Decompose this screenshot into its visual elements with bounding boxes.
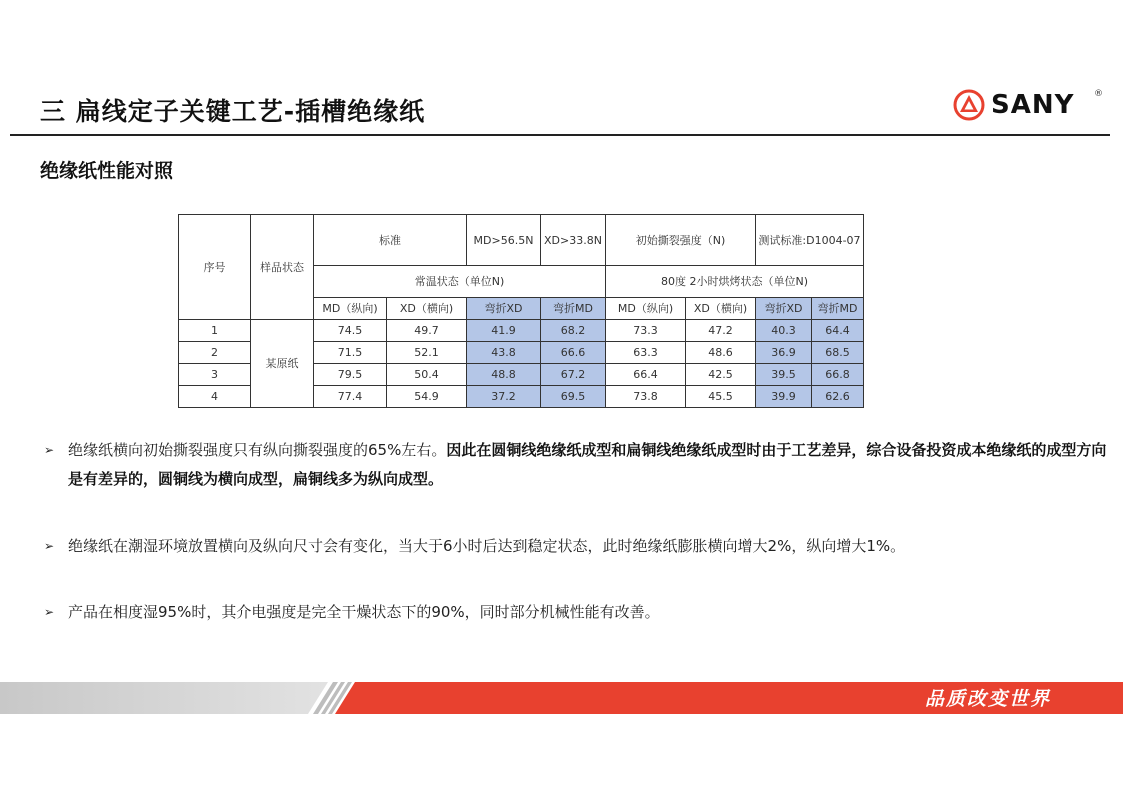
header-sample-state: 样品状态: [251, 215, 314, 320]
subheader-cell: XD（横向): [686, 298, 756, 320]
bullet-item: [44, 598, 1118, 627]
table-cell: 36.9: [756, 342, 812, 364]
table-cell: 37.2: [467, 386, 541, 408]
header-group-room: 常温状态（单位N): [314, 266, 606, 298]
table-cell: 45.5: [686, 386, 756, 408]
bullet-text: 绝缘纸在潮湿环境放置横向及纵向尺寸会有变化，当大于6小时后达到稳定状态，此时绝缘纸膨胀横向增大2%，纵向增大1%。: [68, 537, 906, 555]
sany-logo: [953, 88, 1074, 122]
table-cell: 54.9: [387, 386, 467, 408]
table-cell: 48.6: [686, 342, 756, 364]
logo-text: SANY: [991, 90, 1075, 120]
subheader-cell: XD（横向): [387, 298, 467, 320]
table-cell: 73.3: [606, 320, 686, 342]
sample-name-cell: 某原纸: [251, 320, 314, 408]
table-cell: 63.3: [606, 342, 686, 364]
arrow-bullet-icon: ➢: [44, 539, 55, 553]
table-cell: 64.4: [812, 320, 864, 342]
table-cell: 62.6: [812, 386, 864, 408]
footer-slogan: 品质改变世界: [925, 688, 1052, 710]
bullet-item: [44, 532, 1118, 561]
bullet-item: [44, 436, 1118, 494]
table-cell: 73.8: [606, 386, 686, 408]
subheader-cell: 弯折MD: [812, 298, 864, 320]
page-title: 三 扁线定子关键工艺-插槽绝缘纸: [40, 97, 426, 126]
table-cell: 52.1: [387, 342, 467, 364]
sany-triangle-logo-icon: [953, 89, 985, 121]
header-std-xd: XD>33.8N: [541, 215, 606, 266]
subheader-cell: MD（纵向): [314, 298, 387, 320]
table-cell: 48.8: [467, 364, 541, 386]
bullet-text: 产品在相度湿95%时，其介电强度是完全干燥状态下的90%，同时部分机械性能有改善。: [68, 603, 660, 621]
table-cell: 49.7: [387, 320, 467, 342]
table-cell: 68.2: [541, 320, 606, 342]
table-cell: 42.5: [686, 364, 756, 386]
table-cell: 68.5: [812, 342, 864, 364]
row-seq: 4: [179, 386, 251, 408]
table-cell: 79.5: [314, 364, 387, 386]
row-seq: 1: [179, 320, 251, 342]
header-std-test: 测试标准:D1004-07: [756, 215, 864, 266]
section-subtitle: 绝缘纸性能对照: [40, 160, 174, 182]
registered-mark: ®: [1094, 89, 1103, 99]
subheader-cell: 弯折XD: [756, 298, 812, 320]
table-cell: 71.5: [314, 342, 387, 364]
table-cell: 40.3: [756, 320, 812, 342]
row-seq: 3: [179, 364, 251, 386]
table-cell: 66.4: [606, 364, 686, 386]
row-seq: 2: [179, 342, 251, 364]
table-cell: 69.5: [541, 386, 606, 408]
table-cell: 41.9: [467, 320, 541, 342]
arrow-bullet-icon: ➢: [44, 605, 55, 619]
header-std-md: MD>56.5N: [467, 215, 541, 266]
header-seq: 序号: [179, 215, 251, 320]
table-row: [179, 320, 864, 342]
table-cell: 47.2: [686, 320, 756, 342]
table-cell: 74.5: [314, 320, 387, 342]
table-cell: 39.5: [756, 364, 812, 386]
arrow-bullet-icon: ➢: [44, 443, 55, 457]
table-cell: 66.8: [812, 364, 864, 386]
bullet-text-emphasis: 因此在圆铜线绝缘纸成型和扁铜线绝缘纸成型时由于工艺差异，综合设备投资成本绝缘纸的成型方向是有差异的，圆铜线为横向成型，扁铜线多为纵向成型。: [68, 441, 1107, 488]
header-standard: 标准: [314, 215, 467, 266]
subheader-cell: 弯折XD: [467, 298, 541, 320]
table-cell: 43.8: [467, 342, 541, 364]
header-std-tear: 初始撕裂强度（N): [606, 215, 756, 266]
header-group-bake: 80度 2小时烘烤状态（单位N): [606, 266, 864, 298]
table-cell: 66.6: [541, 342, 606, 364]
subheader-cell: MD（纵向): [606, 298, 686, 320]
title-divider: [10, 134, 1110, 136]
bullet-text: 绝缘纸横向初始撕裂强度只有纵向撕裂强度的65%左右。: [68, 441, 447, 459]
table-cell: 77.4: [314, 386, 387, 408]
table-cell: 67.2: [541, 364, 606, 386]
performance-table: [178, 214, 864, 408]
table-cell: 39.9: [756, 386, 812, 408]
subheader-cell: 弯折MD: [541, 298, 606, 320]
table-cell: 50.4: [387, 364, 467, 386]
